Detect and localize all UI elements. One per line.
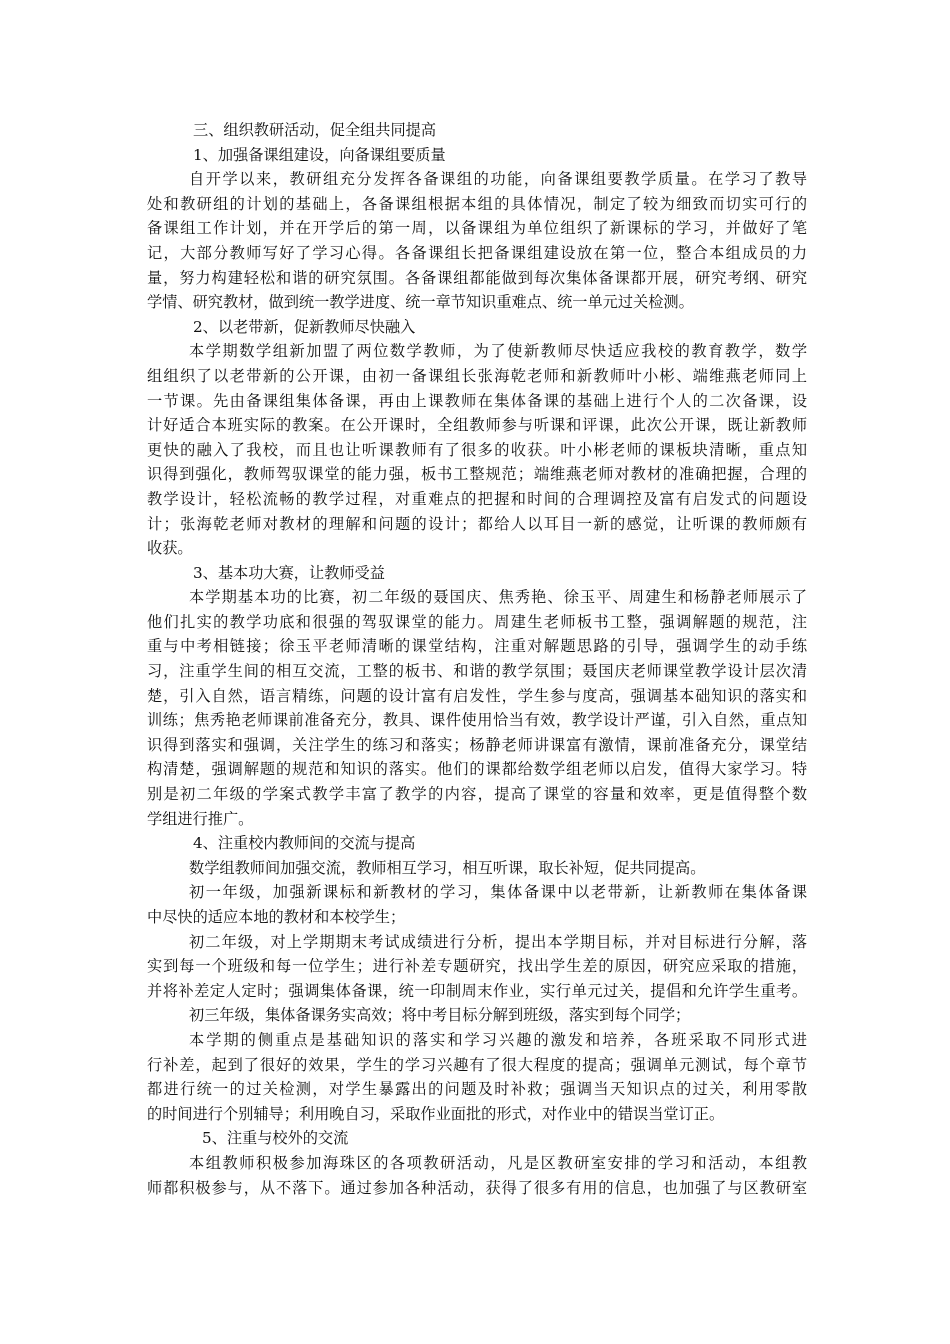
paragraph-line: 备课组工作计划，并在开学后的第一周，以备课组为单位组织了新课标的学习，并做好了笔 bbox=[147, 219, 807, 238]
paragraph-2 bbox=[147, 339, 807, 560]
paragraph-line: 构清楚，强调解题的规范和知识的落实。他们的课都给数学组老师以启发，值得大家学习。特 bbox=[147, 760, 807, 779]
paragraph-line: 初一年级，加强新课标和新教材的学习，集体备课中以老带新，让新教师在集体备课 bbox=[189, 883, 807, 902]
paragraph-line: 楚，引入自然，语言精练，问题的设计富有启发性，学生参与度高，强调基本础知识的落实和 bbox=[147, 686, 807, 705]
paragraph-4 bbox=[147, 856, 807, 1127]
subheading-2: 2、以老带新，促新教师尽快融入 bbox=[193, 317, 416, 336]
paragraph-line: 收获。 bbox=[147, 539, 193, 558]
paragraph-line: 中尽快的适应本地的教材和本校学生； bbox=[147, 908, 406, 926]
paragraph-line: 并将补差定人定时；强调集体备课，统一印制周末作业，实行单元过关，提倡和允许学生重考。 bbox=[147, 981, 807, 1000]
paragraph-line: 识得到落实和强调，关注学生的练习和落实；杨静老师讲课富有激情，课前准备充分，课堂结 bbox=[147, 735, 807, 754]
document-page bbox=[147, 118, 807, 1200]
paragraph-line: 本组教师积极参加海珠区的各项教研活动，凡是区教研室安排的学习和活动，本组教 bbox=[189, 1153, 807, 1172]
paragraph-line: 重与中考相链接；徐玉平老师清晰的课堂结构，注重对解题思路的引导，强调学生的动手练 bbox=[147, 637, 807, 656]
subheading-4: 4、注重校内教师间的交流与提高 bbox=[193, 834, 416, 853]
paragraph-3 bbox=[147, 585, 807, 831]
paragraph-line: 训练；焦秀艳老师课前准备充分，教具、课件使用恰当有效，教学设计严谨，引入自然，重点知 bbox=[147, 711, 807, 730]
subheading-3: 3、基本功大赛，让教师受益 bbox=[193, 563, 385, 582]
paragraph-line: 数学组教师间加强交流，教师相互学习，相互听课，取长补短，促共同提高。 bbox=[189, 858, 706, 877]
paragraph-line: 更快的融入了我校，而且也让听课教师有了很多的收获。叶小彬老师的课板块清晰，重点知 bbox=[147, 440, 807, 459]
paragraph-1 bbox=[147, 167, 807, 315]
paragraph-line: 识得到强化，教师驾驭课堂的能力强，板书工整规范；端维燕老师对教材的准确把握，合理的 bbox=[147, 465, 807, 484]
paragraph-line: 初三年级，集体备课务实高效；将中考目标分解到班级，落实到每个同学； bbox=[189, 1006, 691, 1025]
paragraph-line: 记，大部分教师写好了学习心得。各备课组长把备课组建设放在第一位，整合本组成员的力 bbox=[147, 243, 807, 262]
paragraph-line: 习，注重学生间的相互交流，工整的板书、和谐的教学氛围；聂国庆老师课堂教学设计层次清 bbox=[147, 662, 807, 681]
paragraph-line: 学情、研究教材，做到统一教学进度、统一章节知识重难点、统一单元过关检测。 bbox=[147, 293, 694, 312]
subheading-5: 5、注重与校外的交流 bbox=[202, 1129, 349, 1148]
paragraph-line: 量，努力构建轻松和谐的研究氛围。各备课组都能做到每次集体备课都开展，研究考纲、研究 bbox=[147, 268, 807, 287]
paragraph-line: 别是初二年级的学案式教学丰富了教学的内容，提高了课堂的容量和效率，更是值得整个数 bbox=[147, 785, 807, 804]
paragraph-line: 一节课。先由备课组集体备课，再由上课教师在集体备课的基础上进行个人的二次备课，设 bbox=[147, 391, 807, 410]
paragraph-line: 的时间进行个别辅导；利用晚自习，采取作业面批的形式，对作业中的错误当堂订正。 bbox=[147, 1104, 725, 1123]
paragraph-line: 学组进行推广。 bbox=[147, 809, 254, 828]
paragraph-line: 本学期的侧重点是基础知识的落实和学习兴趣的激发和培养，各班采取不同形式进 bbox=[189, 1030, 807, 1049]
paragraph-line: 处和教研组的计划的基础上，各备课组根据本组的具体情况，制定了较为细致而切实可行的 bbox=[147, 194, 807, 213]
paragraph-line: 自开学以来，教研组充分发挥各备课组的功能，向备课组要教学质量。在学习了教导 bbox=[189, 170, 807, 189]
paragraph-line: 教学设计，轻松流畅的教学过程，对重难点的把握和时间的合理调控及富有启发式的问题设 bbox=[147, 489, 807, 508]
paragraph-line: 计好适合本班实际的教案。在公开课时，全组教师参与听课和评课，此次公开课，既让新教师 bbox=[147, 416, 807, 435]
paragraph-line: 组组织了以老带新的公开课，由初一备课组长张海乾老师和新教师叶小彬、端维燕老师同上 bbox=[147, 366, 807, 385]
paragraph-line: 初二年级，对上学期期末考试成绩进行分析，提出本学期目标，并对目标进行分解，落 bbox=[189, 932, 807, 951]
paragraph-line: 行补差，起到了很好的效果，学生的学习兴趣有了很大程度的提高；强调单元测试，每个章节 bbox=[147, 1055, 807, 1074]
paragraph-line: 本学期基本功的比赛，初二年级的聂国庆、焦秀艳、徐玉平、周建生和杨静老师展示了 bbox=[189, 588, 807, 607]
subheading-1: 1、加强备课组建设，向备课组要质量 bbox=[193, 145, 446, 164]
paragraph-line: 都进行统一的过关检测，对学生暴露出的问题及时补救；强调当天知识点的过关，利用零散 bbox=[147, 1080, 807, 1099]
paragraph-line: 实到每一个班级和每一位学生；进行补差专题研究，找出学生差的原因，研究应采取的措施， bbox=[147, 957, 807, 976]
paragraph-line: 计；张海乾老师对教材的理解和问题的设计；都给人以耳目一新的感觉，让听课的教师颇有 bbox=[147, 514, 807, 533]
paragraph-line: 他们扎实的教学功底和很强的驾驭课堂的能力。周建生老师板书工整，强调解题的规范，注 bbox=[147, 612, 807, 631]
section-title: 三、组织教研活动，促全组共同提高 bbox=[193, 121, 436, 139]
paragraph-line: 师都积极参与，从不落下。通过参加各种活动，获得了很多有用的信息，也加强了与区教研室 bbox=[147, 1178, 807, 1197]
paragraph-line: 本学期数学组新加盟了两位数学教师，为了使新教师尽快适应我校的教育教学，数学 bbox=[189, 342, 807, 361]
paragraph-5 bbox=[147, 1151, 807, 1200]
